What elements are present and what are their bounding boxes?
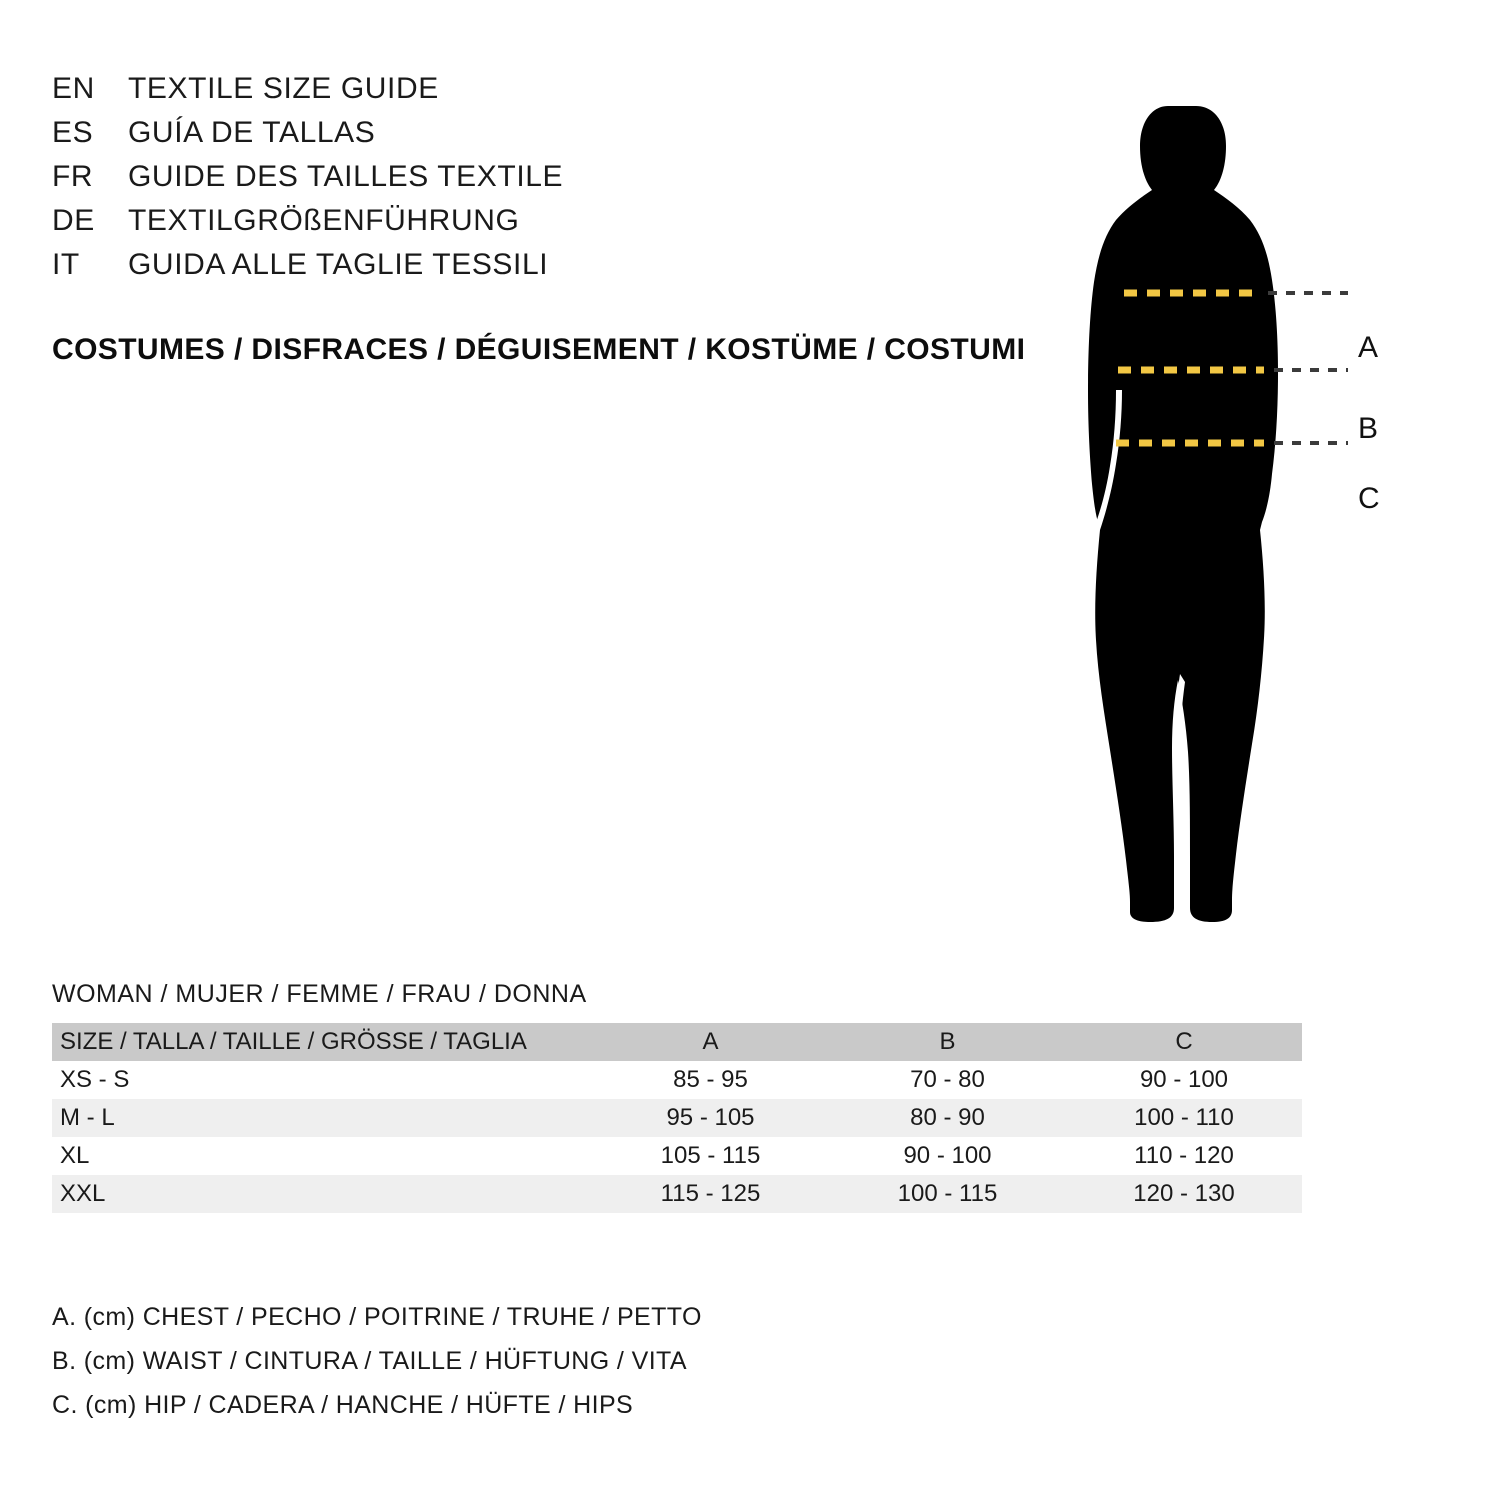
table-row xyxy=(52,1137,1302,1175)
cell-waist: 100 - 115 xyxy=(829,1175,1066,1213)
language-title: TEXTILGRÖßENFÜHRUNG xyxy=(128,204,520,237)
cell-size: XXL xyxy=(52,1175,592,1213)
language-title: GUIDE DES TAILLES TEXTILE xyxy=(128,160,564,193)
cell-chest: 105 - 115 xyxy=(592,1137,829,1175)
cell-waist: 80 - 90 xyxy=(829,1099,1066,1137)
table-row xyxy=(52,1099,1302,1137)
table-caption: WOMAN / MUJER / FEMME / FRAU / DONNA xyxy=(52,980,587,1008)
language-title: TEXTILE SIZE GUIDE xyxy=(128,72,439,105)
language-title: GUIDA ALLE TAGLIE TESSILI xyxy=(128,248,549,281)
cell-size: M - L xyxy=(52,1099,592,1137)
cell-waist: 70 - 80 xyxy=(829,1061,1066,1099)
language-row xyxy=(52,204,1052,248)
table-header-a: A xyxy=(592,1023,829,1061)
language-row xyxy=(52,72,1052,116)
marker-label-b: B xyxy=(1358,412,1379,445)
cell-size: XL xyxy=(52,1137,592,1175)
body-measurement-diagram xyxy=(1040,60,1460,940)
cell-hip: 110 - 120 xyxy=(1066,1137,1302,1175)
table-header-b: B xyxy=(829,1023,1066,1061)
table-header-size: SIZE / TALLA / TAILLE / GRÖSSE / TAGLIA xyxy=(52,1023,592,1061)
marker-label-c: C xyxy=(1358,482,1380,515)
cell-size: XS - S xyxy=(52,1061,592,1099)
language-row xyxy=(52,160,1052,204)
cell-waist: 90 - 100 xyxy=(829,1137,1066,1175)
female-silhouette-icon xyxy=(1040,60,1460,940)
size-table xyxy=(52,1023,1302,1213)
language-code: EN xyxy=(52,72,95,105)
legend-line-c: C. (cm) HIP / CADERA / HANCHE / HÜFTE / HIPS xyxy=(52,1391,634,1419)
cell-hip: 90 - 100 xyxy=(1066,1061,1302,1099)
table-header-row xyxy=(52,1023,1302,1061)
language-code: ES xyxy=(52,116,94,149)
language-code: IT xyxy=(52,248,80,281)
table-row xyxy=(52,1175,1302,1213)
cell-hip: 120 - 130 xyxy=(1066,1175,1302,1213)
cell-chest: 95 - 105 xyxy=(592,1099,829,1137)
marker-label-a: A xyxy=(1358,331,1379,364)
measurement-legend xyxy=(52,1295,702,1427)
legend-line-a: A. (cm) CHEST / PECHO / POITRINE / TRUHE / PETTO xyxy=(52,1303,702,1331)
size-table-section xyxy=(52,980,1352,1213)
language-title: GUÍA DE TALLAS xyxy=(128,116,376,149)
cell-chest: 85 - 95 xyxy=(592,1061,829,1099)
cell-hip: 100 - 110 xyxy=(1066,1099,1302,1137)
cell-chest: 115 - 125 xyxy=(592,1175,829,1213)
legend-line-b: B. (cm) WAIST / CINTURA / TAILLE / HÜFTUNG / VITA xyxy=(52,1347,687,1375)
category-title: COSTUMES / DISFRACES / DÉGUISEMENT / KOSTÜME / COSTUMI xyxy=(52,333,1026,366)
language-list xyxy=(52,72,1052,292)
language-code: FR xyxy=(52,160,94,193)
table-header-c: C xyxy=(1066,1023,1302,1061)
language-row xyxy=(52,116,1052,160)
table-row xyxy=(52,1061,1302,1099)
language-code: DE xyxy=(52,204,95,237)
language-row xyxy=(52,248,1052,292)
